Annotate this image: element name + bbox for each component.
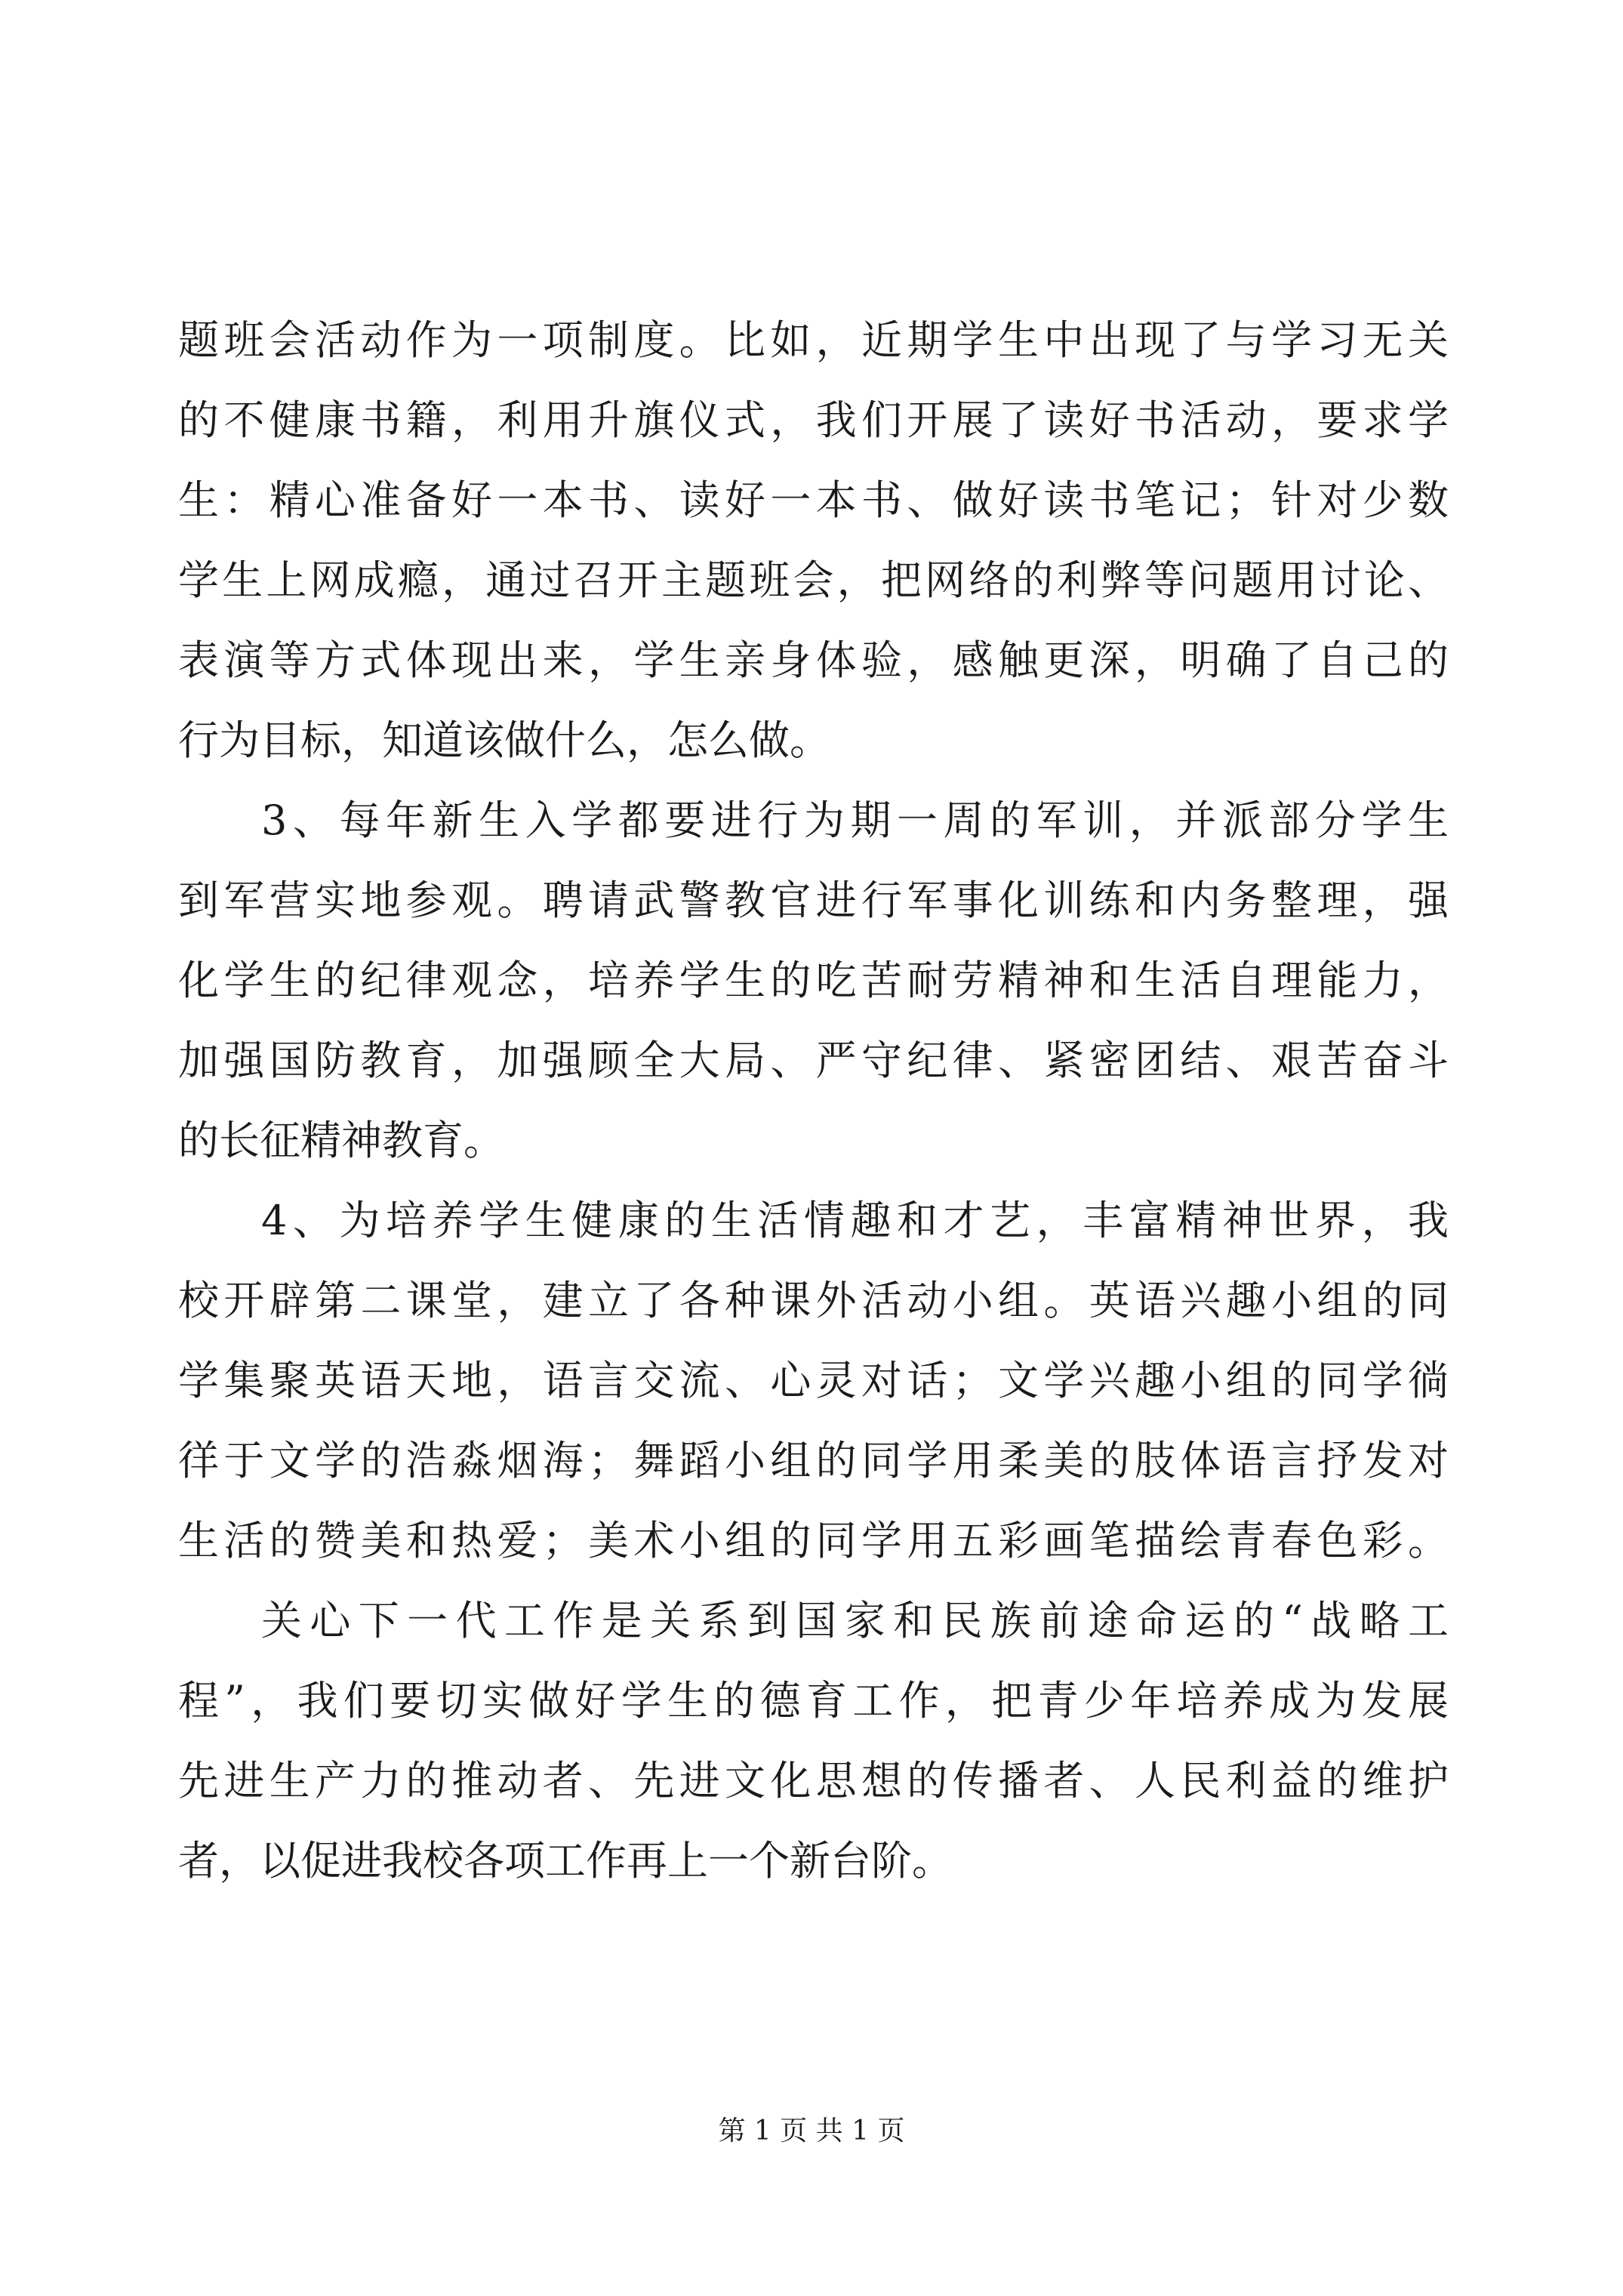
text-line: 生：精心准备好一本书、读好一本书、做好读书笔记；针对少数 bbox=[178, 476, 1449, 524]
text-line: 化学生的纪律观念，培养学生的吃苦耐劳精神和生活自理能力， bbox=[178, 957, 1449, 1004]
text-line: 3、每年新生入学都要进行为期一周的军训，并派部分学生 bbox=[261, 797, 1449, 844]
text-line: 题班会活动作为一项制度。比如，近期学生中出现了与学习无关 bbox=[178, 316, 1449, 364]
text-line: 行为目标，知道该做什么，怎么做。 bbox=[178, 717, 830, 764]
text-line: 4、为培养学生健康的生活情趣和才艺，丰富精神世界，我 bbox=[261, 1197, 1449, 1244]
text-line: 徉于文学的浩淼烟海；舞蹈小组的同学用柔美的肢体语言抒发对 bbox=[178, 1437, 1449, 1484]
text-line: 的不健康书籍，利用升旗仪式，我们开展了读好书活动，要求学 bbox=[178, 396, 1449, 444]
text-line: 加强国防教育，加强顾全大局、严守纪律、紧密团结、艰苦奋斗 bbox=[178, 1037, 1449, 1084]
page-footer: 第 1 页 共 1 页 bbox=[718, 2116, 905, 2147]
text-line: 关心下一代工作是关系到国家和民族前途命运的“战略工 bbox=[261, 1597, 1449, 1644]
text-line: 学生上网成瘾，通过召开主题班会，把网络的利弊等问题用讨论、 bbox=[178, 556, 1449, 604]
body-text bbox=[178, 300, 1449, 1901]
text-line: 的长征精神教育。 bbox=[178, 1117, 504, 1164]
text-line: 程”，我们要切实做好学生的德育工作，把青少年培养成为发展 bbox=[178, 1677, 1449, 1724]
text-line: 先进生产力的推动者、先进文化思想的传播者、人民利益的维护 bbox=[178, 1757, 1449, 1804]
text-line: 者，以促进我校各项工作再上一个新台阶。 bbox=[178, 1837, 953, 1885]
text-line: 到军营实地参观。聘请武警教官进行军事化训练和内务整理，强 bbox=[178, 877, 1449, 924]
text-line: 表演等方式体现出来，学生亲身体验，感触更深，明确了自己的 bbox=[178, 636, 1449, 684]
text-line: 学集聚英语天地，语言交流、心灵对话；文学兴趣小组的同学徜 bbox=[178, 1357, 1449, 1404]
text-line: 校开辟第二课堂，建立了各种课外活动小组。英语兴趣小组的同 bbox=[178, 1277, 1449, 1324]
text-line: 生活的赞美和热爱；美术小组的同学用五彩画笔描绘青春色彩。 bbox=[178, 1517, 1449, 1564]
